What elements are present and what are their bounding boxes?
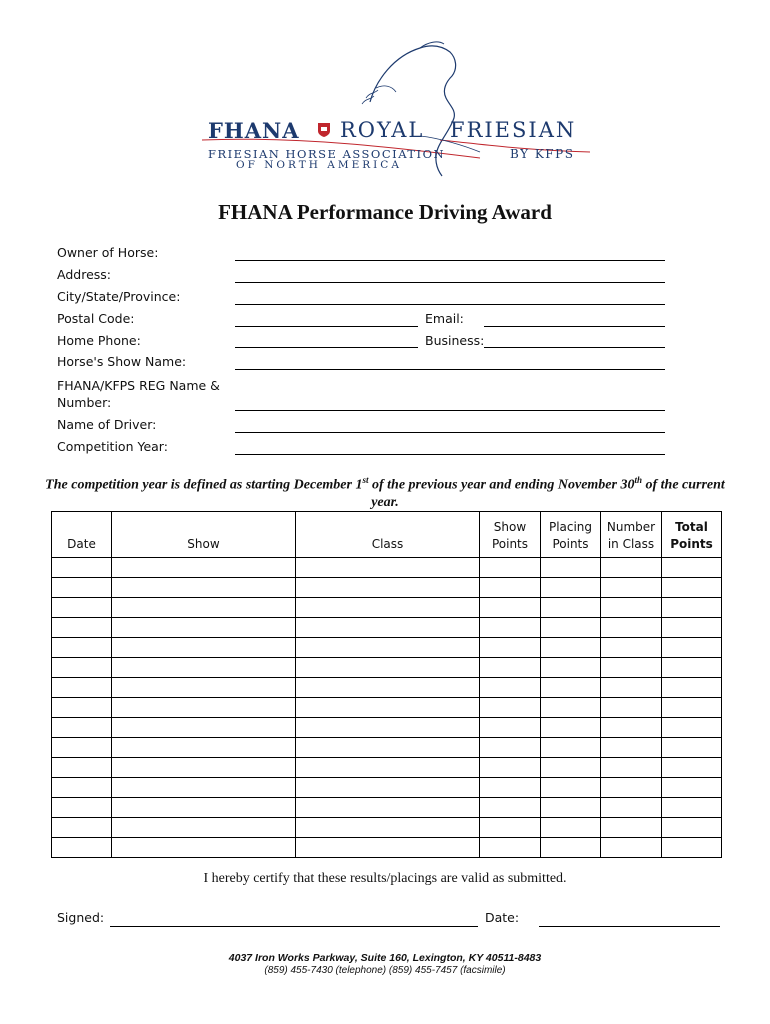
table-row — [52, 638, 722, 658]
table-cell[interactable] — [480, 718, 541, 738]
table-cell[interactable] — [112, 718, 296, 738]
table-cell[interactable] — [480, 558, 541, 578]
reg-name-field[interactable] — [235, 410, 665, 411]
header-date: Date — [52, 512, 112, 558]
table-cell[interactable] — [112, 758, 296, 778]
table-cell[interactable] — [601, 778, 662, 798]
crest-icon — [316, 122, 332, 138]
email-label: Email: — [425, 311, 464, 326]
table-cell[interactable] — [601, 818, 662, 838]
table-cell[interactable] — [112, 578, 296, 598]
driver-field[interactable] — [235, 432, 665, 433]
table-cell[interactable] — [662, 778, 722, 798]
table-cell[interactable] — [480, 818, 541, 838]
table-cell[interactable] — [541, 678, 601, 698]
table-cell[interactable] — [662, 598, 722, 618]
date-label: Date: — [485, 910, 520, 925]
table-cell[interactable] — [601, 798, 662, 818]
header-placing-points: Placing Points — [541, 512, 601, 558]
table-cell[interactable] — [112, 558, 296, 578]
certification-statement: I hereby certify that these results/placings are valid as submitted. — [203, 871, 567, 886]
table-cell[interactable] — [480, 658, 541, 678]
table-row — [52, 598, 722, 618]
table-cell[interactable] — [52, 738, 112, 758]
business-label: Business: — [425, 333, 485, 348]
table-cell[interactable] — [480, 698, 541, 718]
table-cell[interactable] — [480, 598, 541, 618]
logo-association-text: FRIESIAN HORSE ASSOCIATION — [208, 147, 446, 161]
signature-field[interactable] — [110, 926, 478, 927]
postal-field[interactable] — [235, 326, 418, 327]
table-body — [52, 558, 722, 858]
table-cell[interactable] — [112, 838, 296, 858]
logo-north-america-text: OF NORTH AMERICA — [236, 159, 402, 171]
table-cell[interactable] — [52, 798, 112, 818]
email-field[interactable] — [484, 326, 665, 327]
table-cell[interactable] — [480, 578, 541, 598]
table-cell[interactable] — [541, 738, 601, 758]
fhana-royal-friesian-logo — [180, 40, 600, 180]
table-cell[interactable] — [296, 758, 480, 778]
header-total-points: Total Points — [662, 512, 722, 558]
table-row — [52, 558, 722, 578]
driver-label: Name of Driver: — [57, 417, 157, 432]
table-cell[interactable] — [541, 578, 601, 598]
table-cell[interactable] — [296, 598, 480, 618]
table-cell[interactable] — [112, 678, 296, 698]
table-cell[interactable] — [52, 838, 112, 858]
table-cell[interactable] — [541, 798, 601, 818]
table-row — [52, 618, 722, 638]
table-cell[interactable] — [662, 618, 722, 638]
table-cell[interactable] — [480, 678, 541, 698]
table-cell[interactable] — [541, 838, 601, 858]
table-cell[interactable] — [541, 658, 601, 678]
table-cell[interactable] — [662, 558, 722, 578]
header-number-in-class: Number in Class — [601, 512, 662, 558]
table-cell[interactable] — [52, 698, 112, 718]
table-cell[interactable] — [662, 718, 722, 738]
table-cell[interactable] — [112, 638, 296, 658]
table-cell[interactable] — [52, 578, 112, 598]
footer-phones: (859) 455-7430 (telephone) (859) 455-7457 (facsimile) — [264, 965, 506, 976]
table-cell[interactable] — [662, 758, 722, 778]
table-cell[interactable] — [112, 598, 296, 618]
table-row — [52, 718, 722, 738]
table-cell[interactable] — [541, 638, 601, 658]
table-cell[interactable] — [52, 678, 112, 698]
table-cell[interactable] — [296, 638, 480, 658]
table-cell[interactable] — [601, 698, 662, 718]
table-cell[interactable] — [601, 838, 662, 858]
table-cell[interactable] — [601, 638, 662, 658]
table-cell[interactable] — [296, 618, 480, 638]
signed-label: Signed: — [57, 910, 105, 925]
table-cell[interactable] — [112, 698, 296, 718]
table-cell[interactable] — [601, 678, 662, 698]
postal-label: Postal Code: — [57, 311, 135, 326]
table-cell[interactable] — [52, 638, 112, 658]
table-cell[interactable] — [662, 838, 722, 858]
logo-fhana-text: FHANA — [208, 118, 300, 143]
table-cell[interactable] — [601, 738, 662, 758]
table-cell[interactable] — [52, 618, 112, 638]
table-cell[interactable] — [52, 758, 112, 778]
logo-friesian-text: FRIESIAN — [450, 118, 577, 142]
table-cell[interactable] — [112, 818, 296, 838]
table-cell[interactable] — [601, 758, 662, 778]
show-name-field[interactable] — [235, 369, 665, 370]
table-cell[interactable] — [296, 838, 480, 858]
table-row — [52, 758, 722, 778]
table-header-row — [52, 512, 722, 558]
table-cell[interactable] — [296, 798, 480, 818]
table-cell[interactable] — [541, 698, 601, 718]
logo-by-kfps-text: BY KFPS — [510, 147, 575, 161]
owner-field[interactable] — [235, 260, 665, 261]
table-cell[interactable] — [541, 778, 601, 798]
table-cell[interactable] — [541, 558, 601, 578]
table-cell[interactable] — [601, 578, 662, 598]
competition-year-label: Competition Year: — [57, 439, 168, 454]
table-cell[interactable] — [52, 558, 112, 578]
table-cell[interactable] — [480, 778, 541, 798]
table-cell[interactable] — [52, 598, 112, 618]
table-row — [52, 798, 722, 818]
table-cell[interactable] — [112, 658, 296, 678]
header-show-points: Show Points — [480, 512, 541, 558]
table-cell[interactable] — [662, 638, 722, 658]
table-cell[interactable] — [662, 798, 722, 818]
table-cell[interactable] — [662, 818, 722, 838]
results-table — [51, 511, 722, 858]
table-cell[interactable] — [601, 658, 662, 678]
table-cell[interactable] — [296, 558, 480, 578]
table-cell[interactable] — [296, 658, 480, 678]
business-field[interactable] — [484, 347, 665, 348]
table-cell[interactable] — [601, 598, 662, 618]
table-cell[interactable] — [480, 838, 541, 858]
table-cell[interactable] — [296, 578, 480, 598]
table-cell[interactable] — [662, 738, 722, 758]
table-cell[interactable] — [296, 778, 480, 798]
table-row — [52, 658, 722, 678]
table-cell[interactable] — [296, 818, 480, 838]
table-cell[interactable] — [52, 718, 112, 738]
table-row — [52, 738, 722, 758]
home-phone-field[interactable] — [235, 347, 418, 348]
table-cell[interactable] — [296, 738, 480, 758]
table-cell[interactable] — [112, 618, 296, 638]
date-field[interactable] — [539, 926, 720, 927]
footer-address: 4037 Iron Works Parkway, Suite 160, Lexington, KY 40511-8483 — [228, 952, 542, 964]
form-title: FHANA Performance Driving Award — [218, 200, 552, 224]
table-cell[interactable] — [112, 738, 296, 758]
table-cell[interactable] — [296, 698, 480, 718]
address-field[interactable] — [235, 282, 665, 283]
table-cell[interactable] — [601, 718, 662, 738]
table-cell[interactable] — [541, 758, 601, 778]
table-cell[interactable] — [112, 798, 296, 818]
table-row — [52, 678, 722, 698]
table-cell[interactable] — [662, 578, 722, 598]
logo-royal-text: ROYAL — [340, 118, 425, 142]
header-show: Show — [112, 512, 296, 558]
table-cell[interactable] — [541, 718, 601, 738]
owner-label: Owner of Horse: — [57, 245, 159, 260]
table-cell[interactable] — [662, 698, 722, 718]
competition-year-field[interactable] — [235, 454, 665, 455]
table-cell[interactable] — [112, 778, 296, 798]
table-cell[interactable] — [480, 798, 541, 818]
table-cell[interactable] — [296, 718, 480, 738]
table-cell[interactable] — [662, 658, 722, 678]
table-row — [52, 578, 722, 598]
address-label: Address: — [57, 267, 111, 282]
table-cell[interactable] — [296, 678, 480, 698]
competition-year-definition: The competition year is defined as starting December 1st of the previous year and ending November 30th of the current year. — [45, 475, 725, 510]
table-cell[interactable] — [662, 678, 722, 698]
home-phone-label: Home Phone: — [57, 333, 141, 348]
table-row — [52, 838, 722, 858]
table-cell[interactable] — [541, 818, 601, 838]
header-class: Class — [296, 512, 480, 558]
table-cell[interactable] — [480, 618, 541, 638]
table-cell[interactable] — [541, 598, 601, 618]
table-cell[interactable] — [480, 738, 541, 758]
table-row — [52, 698, 722, 718]
city-label: City/State/Province: — [57, 289, 181, 304]
table-cell[interactable] — [541, 618, 601, 638]
table-cell[interactable] — [480, 638, 541, 658]
table-cell[interactable] — [480, 758, 541, 778]
table-cell[interactable] — [601, 558, 662, 578]
table-cell[interactable] — [52, 818, 112, 838]
table-cell[interactable] — [52, 658, 112, 678]
show-name-label: Horse's Show Name: — [57, 354, 187, 369]
city-field[interactable] — [235, 304, 665, 305]
table-row — [52, 778, 722, 798]
reg-name-label-line2: Number: — [57, 395, 112, 410]
table-cell[interactable] — [52, 778, 112, 798]
table-row — [52, 818, 722, 838]
table-cell[interactable] — [601, 618, 662, 638]
reg-name-label-line1: FHANA/KFPS REG Name & — [57, 378, 220, 393]
